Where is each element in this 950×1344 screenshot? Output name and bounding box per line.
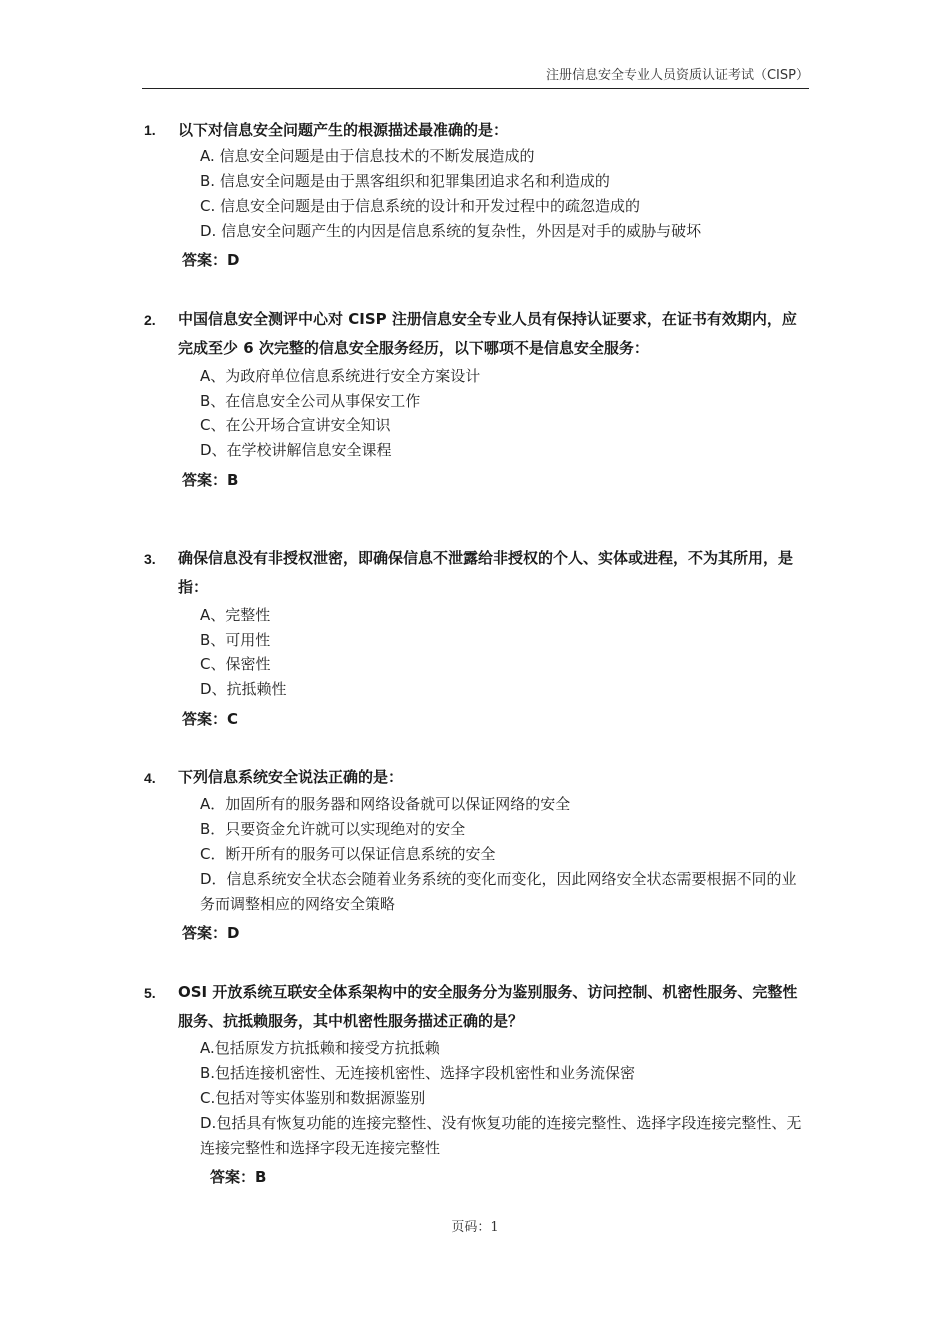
question-text: 中国信息安全测评中心对 CISP 注册信息安全专业人员有保持认证要求，在证书有效期内，应完成至少 6 次完整的信息安全服务经历，以下哪项不是信息安全服务： [178,310,797,357]
option-c: C.包括对等实体鉴别和数据源鉴别 [200,1089,426,1107]
option-c: C、在公开场合宣讲安全知识 [200,416,391,434]
question-text: 确保信息没有非授权泄密，即确保信息不泄露给非授权的个人、实体或进程，不为其所用，是指： [178,549,794,596]
option-d: D.包括具有恢复功能的连接完整性、没有恢复功能的连接完整性、选择字段连接完整性、无连接完整性和选择字段无连接完整性 [200,1114,802,1157]
option-b: B、可用性 [200,631,271,649]
option-b: B、在信息安全公司从事保安工作 [200,392,421,410]
option-c: C、保密性 [200,655,271,673]
question-number: 3. [144,551,156,567]
option-d: D．信息系统安全状态会随着业务系统的变化而变化，因此网络安全状态需要根据不同的业务而调整相应的网络安全策略 [200,870,797,913]
question-text: 以下对信息安全问题产生的根源描述最准确的是： [178,121,509,139]
option-a: A、完整性 [200,606,271,624]
question-number: 5. [144,985,156,1001]
page-number: 页码：1 [451,1220,499,1235]
page-header: 注册信息安全专业人员资质认证考试（CISP） [545,68,809,83]
option-a: A.包括原发方抗抵赖和接受方抗抵赖 [200,1039,440,1057]
option-b: B.包括连接机密性、无连接机密性、选择字段机密性和业务流保密 [200,1064,636,1082]
answer-label: 答案：B [210,1168,267,1186]
option-d: D、在学校讲解信息安全课程 [200,441,392,459]
question-number: 1. [144,122,156,138]
option-b: B．只要资金允许就可以实现绝对的安全 [200,820,466,838]
option-c: C. 信息安全问题是由于信息系统的设计和开发过程中的疏忽造成的 [200,197,641,215]
question-text: 下列信息系统安全说法正确的是： [178,768,404,786]
answer-label: 答案：B [182,471,239,489]
header-rule [142,88,809,89]
option-c: C．断开所有的服务可以保证信息系统的安全 [200,845,496,863]
answer-label: 答案：C [182,710,239,728]
option-a: A、为政府单位信息系统进行安全方案设计 [200,367,481,385]
answer-label: 答案：D [182,924,240,942]
option-d: D、抗抵赖性 [200,680,287,698]
option-d: D. 信息安全问题产生的内因是信息系统的复杂性，外因是对手的威胁与破坏 [200,222,702,240]
answer-label: 答案：D [182,251,240,269]
option-b: B. 信息安全问题是由于黑客组织和犯罪集团追求名和利造成的 [200,172,610,190]
option-a: A. 信息安全问题是由于信息技术的不断发展造成的 [200,147,535,165]
question-number: 4. [144,770,156,786]
question-text: OSI 开放系统互联安全体系架构中的安全服务分为鉴别服务、访问控制、机密性服务、完整性服务、抗抵赖服务，其中机密性服务描述正确的是？ [178,983,798,1030]
question-number: 2. [144,312,156,328]
option-a: A．加固所有的服务器和网络设备就可以保证网络的安全 [200,795,571,813]
